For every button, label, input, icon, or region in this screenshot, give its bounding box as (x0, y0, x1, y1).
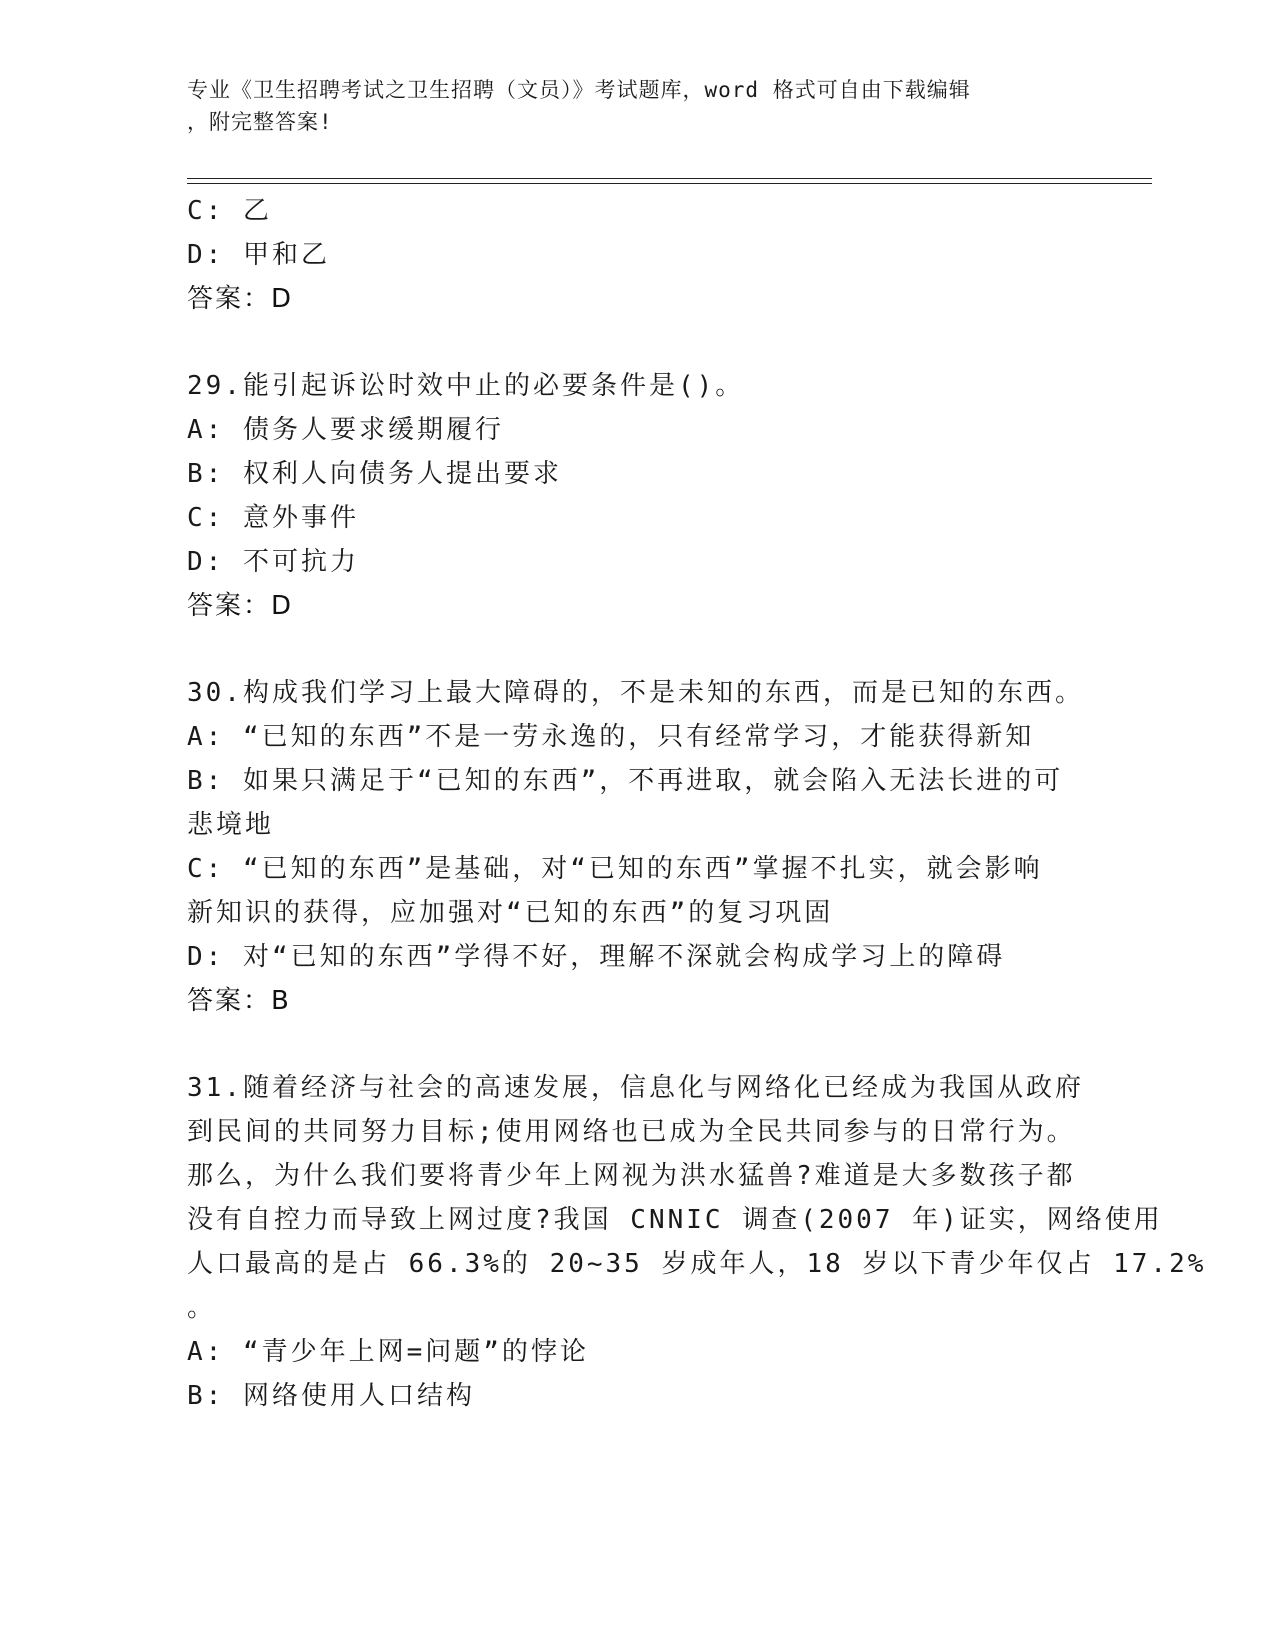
q30-option-b-line-2: 悲境地 (187, 810, 275, 840)
header-divider-bottom (187, 183, 1152, 184)
q30-option-c-line-2: 新知识的获得，应加强对“已知的东西”的复习巩固 (187, 898, 834, 928)
q31-stem-line-4: 没有自控力而导致上网过度?我国 CNNIC 调查(2007 年)证实，网络使用 (187, 1205, 1163, 1235)
q30-answer: 答案：B (187, 986, 291, 1016)
q31-stem-line-3: 那么，为什么我们要将青少年上网视为洪水猛兽?难道是大多数孩子都 (187, 1161, 1076, 1191)
q29-option-b: B: 权利人向债务人提出要求 (187, 459, 562, 489)
q30-option-a: A: “已知的东西”不是一劳永逸的，只有经常学习，才能获得新知 (187, 722, 1035, 752)
header-line-1: 专业《卫生招聘考试之卫生招聘（文员）》考试题库，word 格式可自由下载编辑 (187, 78, 971, 102)
q30-option-d: D: 对“已知的东西”学得不好，理解不深就会构成学习上的障碍 (187, 942, 1006, 972)
document-header (187, 74, 1067, 138)
q30-option-c-line-1: C: “已知的东西”是基础，对“已知的东西”掌握不扎实，就会影响 (187, 854, 1043, 884)
q31-stem-line-2: 到民间的共同努力目标;使用网络也已成为全民共同参与的日常行为。 (187, 1117, 1076, 1147)
q29-stem: 29.能引起诉讼时效中止的必要条件是()。 (187, 371, 745, 401)
header-divider-top (187, 178, 1152, 179)
header-line-2: ，附完整答案! (187, 110, 333, 134)
q31-stem-line-1: 31.随着经济与社会的高速发展，信息化与网络化已经成为我国从政府 (187, 1073, 1084, 1103)
prev-answer: 答案：D (187, 284, 294, 314)
q29-option-d: D: 不可抗力 (187, 547, 359, 577)
q29-answer: 答案：D (187, 591, 294, 621)
prev-option-d: D: 甲和乙 (187, 240, 330, 270)
q29-option-a: A: 债务人要求缓期履行 (187, 415, 504, 445)
q31-stem-line-6: 。 (187, 1293, 217, 1323)
q30-option-b-line-1: B: 如果只满足于“已知的东西”，不再进取，就会陷入无法长进的可 (187, 766, 1064, 796)
q31-stem-line-5: 人口最高的是占 66.3%的 20~35 岁成年人，18 岁以下青少年仅占 17.2% (187, 1249, 1207, 1279)
q31-option-a: A: “青少年上网=问题”的悖论 (187, 1337, 589, 1367)
q30-stem: 30.构成我们学习上最大障碍的，不是未知的东西，而是已知的东西。 (187, 678, 1084, 708)
q31-option-b: B: 网络使用人口结构 (187, 1381, 475, 1411)
prev-option-c: C: 乙 (187, 196, 272, 226)
q29-option-c: C: 意外事件 (187, 503, 359, 533)
